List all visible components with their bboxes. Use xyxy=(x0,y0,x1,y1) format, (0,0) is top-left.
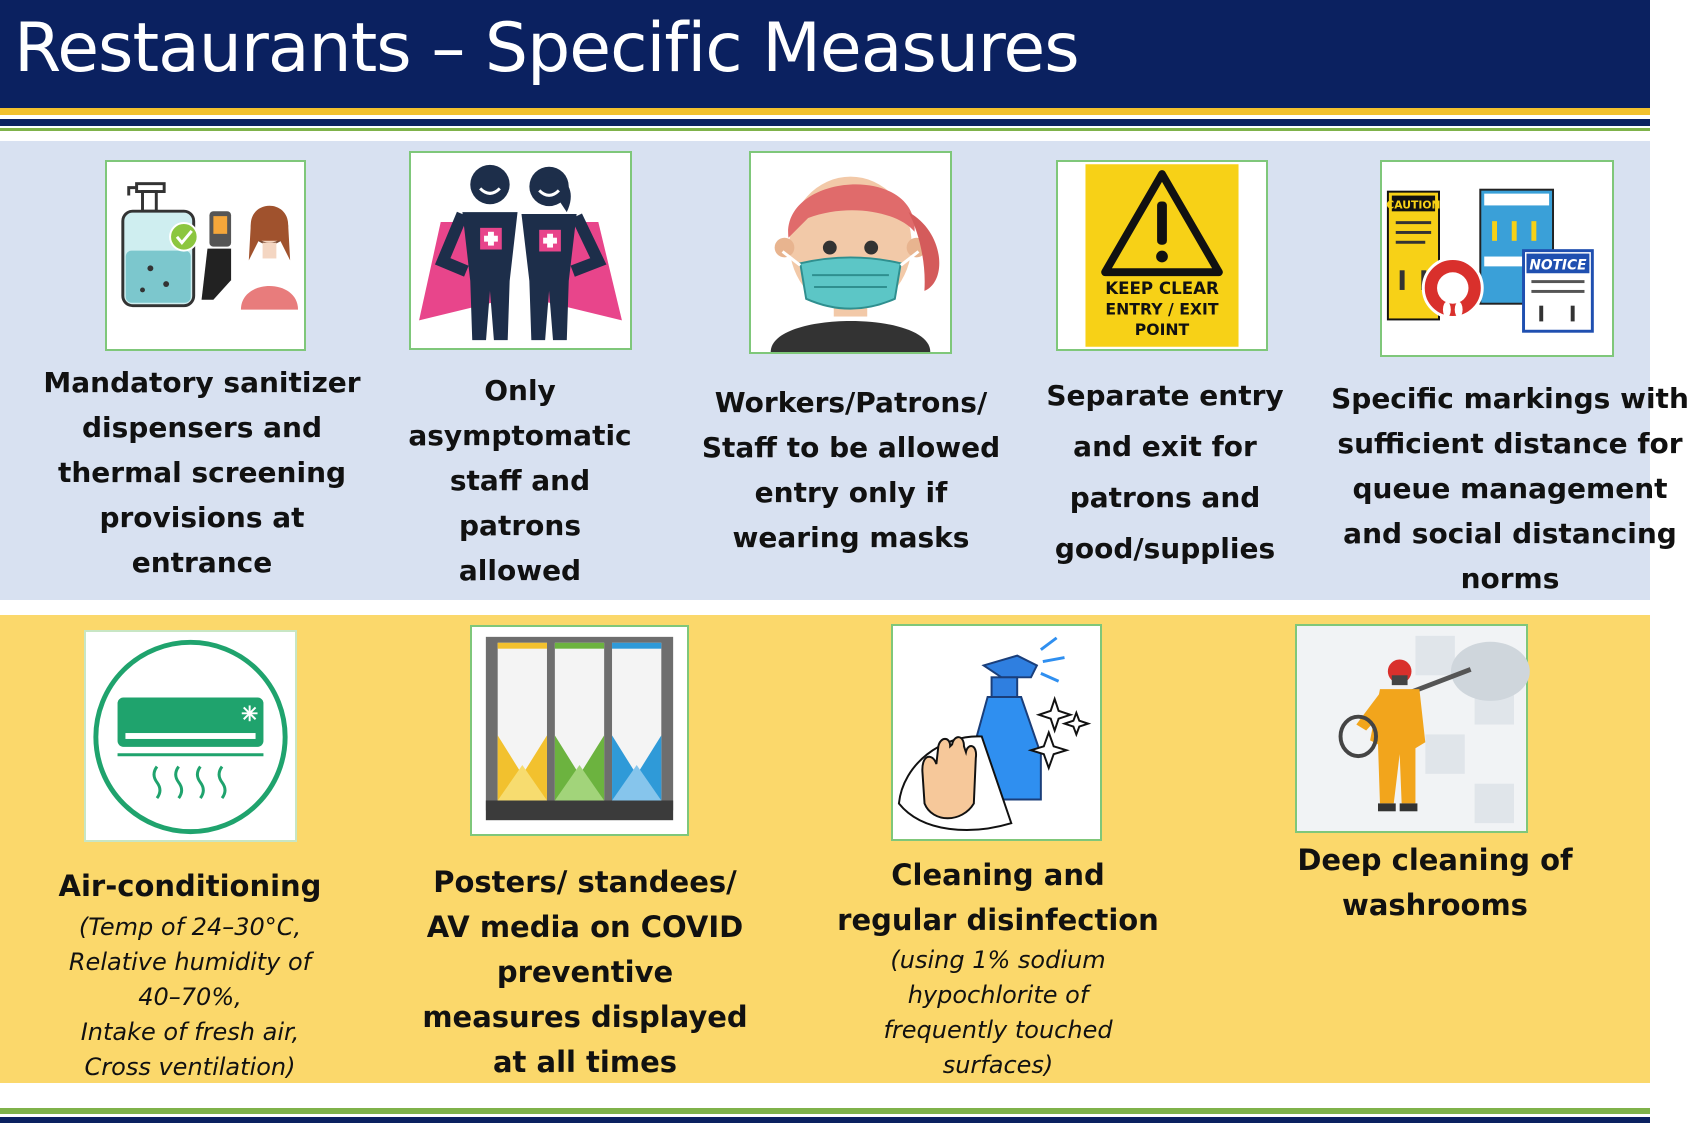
footer-stripe-green xyxy=(0,1108,1650,1114)
svg-text:POINT: POINT xyxy=(1134,319,1190,339)
caption-air-conditioning: Air-conditioning xyxy=(58,869,322,903)
caption-disinfection-details: (using 1% sodium hypochlorite of frequently touched surfaces) xyxy=(883,946,1113,1079)
distancing-signs-icon xyxy=(1382,162,1612,355)
disinfection-card xyxy=(891,624,1102,841)
caption-markings: Specific markings with sufficient distance for queue management and social distancing norms xyxy=(1331,382,1689,595)
footer-stripe-blue xyxy=(0,1117,1650,1123)
asymptomatic-card xyxy=(409,151,632,350)
sanitizer-card xyxy=(105,160,306,351)
posters-card xyxy=(470,625,689,836)
svg-text:NOTICE: NOTICE xyxy=(1529,257,1587,274)
header-stripe-green xyxy=(0,128,1650,131)
header-stripe-gold xyxy=(0,108,1650,115)
caption-sanitizer: Mandatory sanitizer dispensers and thermal screening provisions at entrance xyxy=(43,366,361,579)
caption-air-conditioning-details: (Temp of 24–30°C, Relative humidity of 40–70%, Intake of fresh air, Cross ventilation) xyxy=(68,913,312,1081)
air-conditioner-icon xyxy=(86,632,295,840)
warning-sign-icon xyxy=(1058,162,1266,349)
face-mask-card xyxy=(749,151,952,354)
svg-text:CAUTION: CAUTION xyxy=(1386,198,1441,212)
svg-text:ENTRY / EXIT: ENTRY / EXIT xyxy=(1105,299,1219,319)
face-mask-icon xyxy=(751,153,950,352)
asymptomatic-staff-icon xyxy=(411,153,630,348)
caption-entry-exit: Separate entry and exit for patrons and good/supplies xyxy=(1046,379,1284,565)
caption-posters: Posters/ standees/ AV media on COVID preventive measures displayed at all times xyxy=(422,865,748,1079)
caption-asymptomatic: Only asymptomatic staff and patrons allowed xyxy=(408,374,632,587)
sanitizer-thermal-screening-icon xyxy=(107,162,304,349)
page-title: Restaurants – Specific Measures xyxy=(14,9,1079,88)
air-conditioning-card xyxy=(84,630,297,842)
washroom-card xyxy=(1295,624,1528,833)
entry-exit-card xyxy=(1056,160,1268,351)
header-stripe-blue xyxy=(0,119,1650,126)
standee-posters-icon xyxy=(472,627,687,834)
caption-washroom: Deep cleaning of washrooms xyxy=(1297,843,1573,922)
spray-disinfection-icon xyxy=(893,626,1100,839)
caption-face-mask: Workers/Patrons/ Staff to be allowed entry only if wearing masks xyxy=(701,386,1001,554)
caption-disinfection: Cleaning and regular disinfection xyxy=(837,858,1159,937)
markings-card xyxy=(1380,160,1614,357)
title-bar xyxy=(0,0,1650,108)
svg-text:KEEP CLEAR: KEEP CLEAR xyxy=(1105,278,1219,298)
washroom-deep-cleaning-icon xyxy=(1297,626,1526,831)
